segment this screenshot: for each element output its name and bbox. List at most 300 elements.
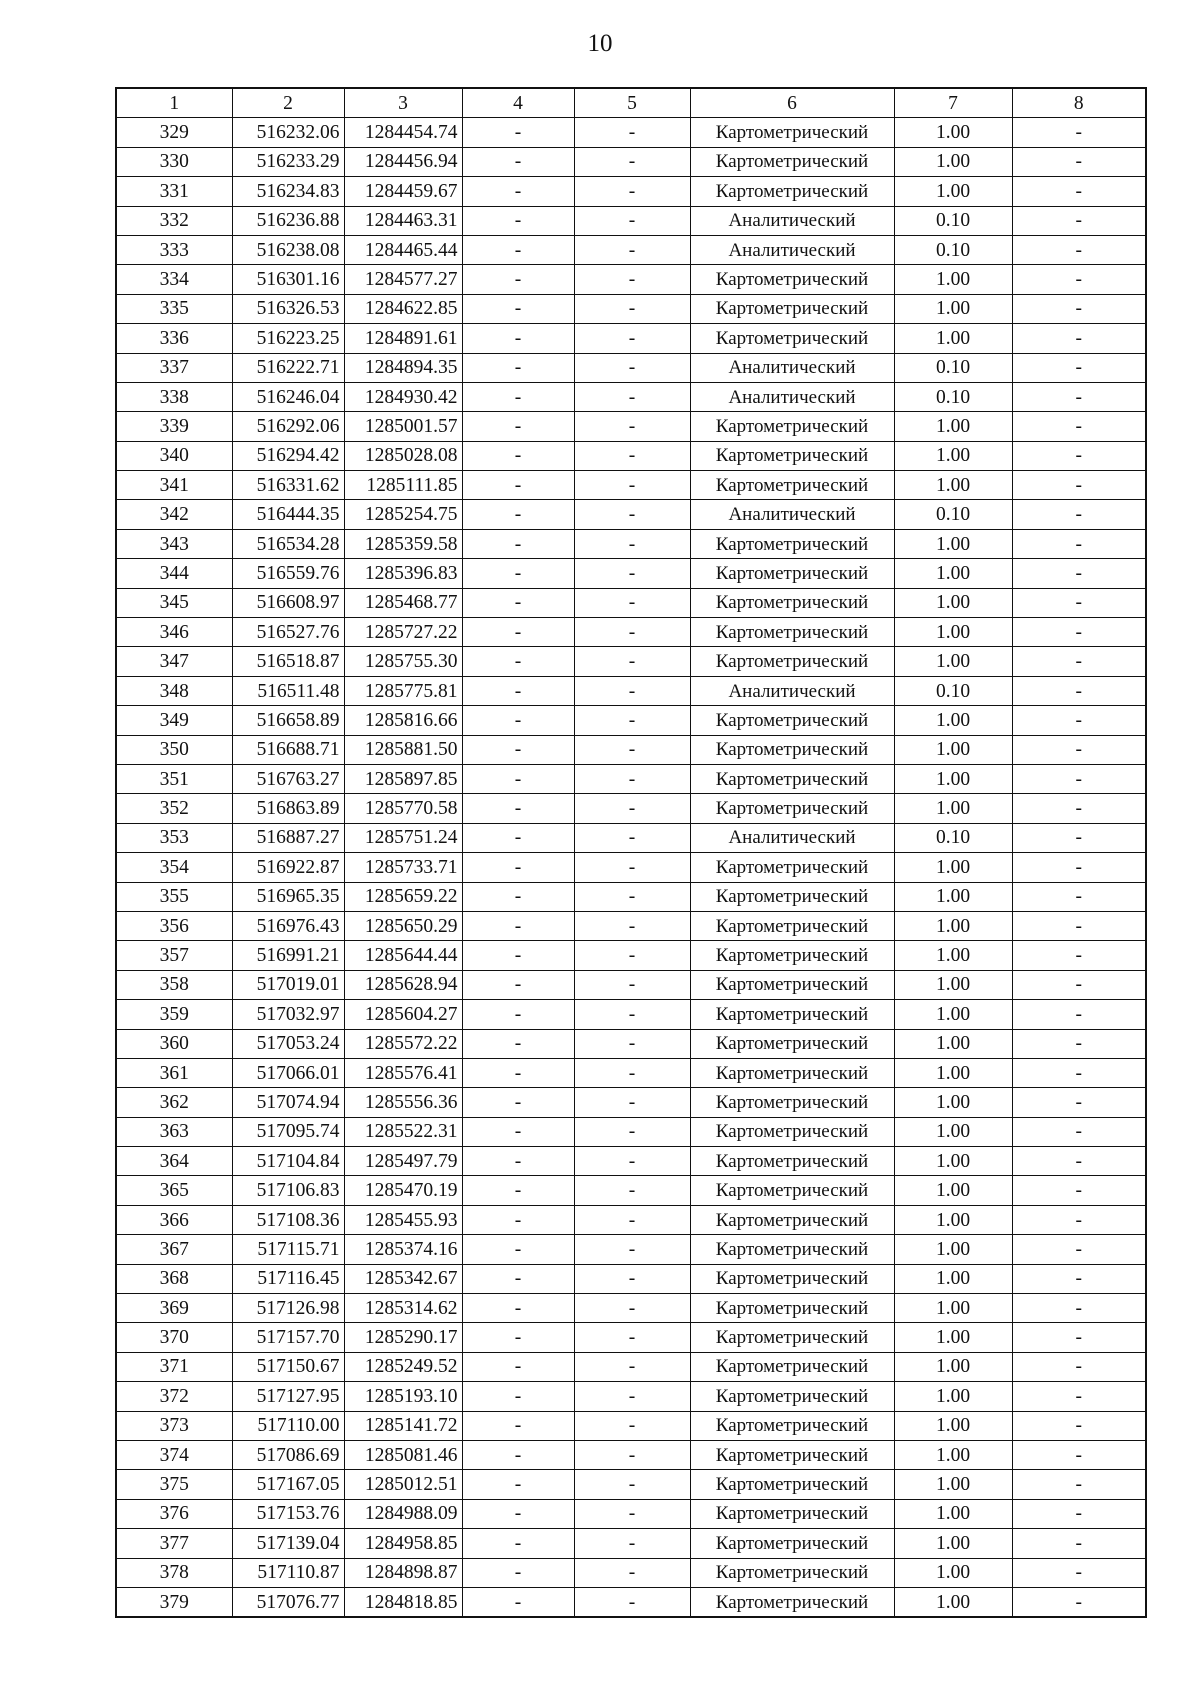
point-number-cell: 333 [116,235,232,264]
col8-cell: - [1012,1176,1146,1205]
col5-cell: - [574,1558,690,1587]
point-number-cell: 358 [116,970,232,999]
col5-cell: - [574,735,690,764]
col8-cell: - [1012,177,1146,206]
col4-cell: - [462,618,574,647]
col8-cell: - [1012,265,1146,294]
col4-cell: - [462,1529,574,1558]
point-number-cell: 343 [116,529,232,558]
col4-cell: - [462,1587,574,1617]
col5-cell: - [574,618,690,647]
x-coordinate-cell: 517066.01 [232,1058,344,1087]
method-cell: Картометрический [690,294,894,323]
point-number-cell: 363 [116,1117,232,1146]
col8-cell: - [1012,1294,1146,1323]
col5-cell: - [574,147,690,176]
accuracy-cell: 1.00 [894,559,1012,588]
col5-cell: - [574,118,690,147]
method-cell: Картометрический [690,1558,894,1587]
column-header-4: 4 [462,88,574,118]
y-coordinate-cell: 1284891.61 [344,324,462,353]
col5-cell: - [574,1088,690,1117]
col5-cell: - [574,529,690,558]
x-coordinate-cell: 517150.67 [232,1352,344,1381]
col5-cell: - [574,1499,690,1528]
accuracy-cell: 1.00 [894,471,1012,500]
accuracy-cell: 1.00 [894,1147,1012,1176]
table-row [116,265,1146,294]
method-cell: Картометрический [690,764,894,793]
x-coordinate-cell: 517110.00 [232,1411,344,1440]
y-coordinate-cell: 1285012.51 [344,1470,462,1499]
col5-cell: - [574,823,690,852]
col5-cell: - [574,353,690,382]
coordinates-table [115,87,1147,1618]
y-coordinate-cell: 1285775.81 [344,676,462,705]
col8-cell: - [1012,471,1146,500]
col4-cell: - [462,1058,574,1087]
point-number-cell: 340 [116,441,232,470]
col5-cell: - [574,1352,690,1381]
col5-cell: - [574,382,690,411]
point-number-cell: 332 [116,206,232,235]
col8-cell: - [1012,1411,1146,1440]
x-coordinate-cell: 516965.35 [232,882,344,911]
column-header-1: 1 [116,88,232,118]
col4-cell: - [462,294,574,323]
point-number-cell: 376 [116,1499,232,1528]
x-coordinate-cell: 517108.36 [232,1205,344,1234]
method-cell: Картометрический [690,1088,894,1117]
method-cell: Картометрический [690,647,894,676]
table-row [116,1352,1146,1381]
x-coordinate-cell: 517053.24 [232,1029,344,1058]
x-coordinate-cell: 516326.53 [232,294,344,323]
col5-cell: - [574,1587,690,1617]
accuracy-cell: 0.10 [894,353,1012,382]
table-row [116,1470,1146,1499]
col4-cell: - [462,147,574,176]
point-number-cell: 370 [116,1323,232,1352]
col4-cell: - [462,353,574,382]
method-cell: Аналитический [690,382,894,411]
col5-cell: - [574,1470,690,1499]
col4-cell: - [462,1470,574,1499]
accuracy-cell: 1.00 [894,1176,1012,1205]
col5-cell: - [574,1147,690,1176]
point-number-cell: 329 [116,118,232,147]
col4-cell: - [462,941,574,970]
y-coordinate-cell: 1284577.27 [344,265,462,294]
method-cell: Картометрический [690,1587,894,1617]
col4-cell: - [462,794,574,823]
table-row [116,177,1146,206]
x-coordinate-cell: 517076.77 [232,1587,344,1617]
method-cell: Картометрический [690,794,894,823]
x-coordinate-cell: 516518.87 [232,647,344,676]
point-number-cell: 336 [116,324,232,353]
col8-cell: - [1012,1029,1146,1058]
method-cell: Аналитический [690,500,894,529]
col8-cell: - [1012,1205,1146,1234]
table-row [116,882,1146,911]
y-coordinate-cell: 1285497.79 [344,1147,462,1176]
col5-cell: - [574,294,690,323]
y-coordinate-cell: 1285755.30 [344,647,462,676]
method-cell: Картометрический [690,882,894,911]
method-cell: Картометрический [690,588,894,617]
col5-cell: - [574,559,690,588]
col4-cell: - [462,1411,574,1440]
point-number-cell: 371 [116,1352,232,1381]
col8-cell: - [1012,1088,1146,1117]
y-coordinate-cell: 1285650.29 [344,911,462,940]
table-row [116,970,1146,999]
method-cell: Картометрический [690,177,894,206]
x-coordinate-cell: 516511.48 [232,676,344,705]
accuracy-cell: 1.00 [894,911,1012,940]
col8-cell: - [1012,706,1146,735]
accuracy-cell: 1.00 [894,1352,1012,1381]
table-row [116,1176,1146,1205]
col4-cell: - [462,1176,574,1205]
accuracy-cell: 1.00 [894,618,1012,647]
col5-cell: - [574,1205,690,1234]
x-coordinate-cell: 517139.04 [232,1529,344,1558]
y-coordinate-cell: 1285028.08 [344,441,462,470]
table-row [116,235,1146,264]
point-number-cell: 331 [116,177,232,206]
table-row [116,1499,1146,1528]
method-cell: Картометрический [690,412,894,441]
col4-cell: - [462,1235,574,1264]
col8-cell: - [1012,500,1146,529]
col4-cell: - [462,1264,574,1293]
col4-cell: - [462,206,574,235]
table-row [116,1440,1146,1469]
y-coordinate-cell: 1284988.09 [344,1499,462,1528]
point-number-cell: 379 [116,1587,232,1617]
x-coordinate-cell: 516527.76 [232,618,344,647]
col4-cell: - [462,1088,574,1117]
method-cell: Картометрический [690,1029,894,1058]
col8-cell: - [1012,1587,1146,1617]
col8-cell: - [1012,1000,1146,1029]
col5-cell: - [574,1529,690,1558]
table-header [116,88,1146,118]
x-coordinate-cell: 516233.29 [232,147,344,176]
col5-cell: - [574,853,690,882]
col8-cell: - [1012,1499,1146,1528]
x-coordinate-cell: 516863.89 [232,794,344,823]
y-coordinate-cell: 1285733.71 [344,853,462,882]
x-coordinate-cell: 516292.06 [232,412,344,441]
col8-cell: - [1012,823,1146,852]
table-row [116,529,1146,558]
accuracy-cell: 1.00 [894,1587,1012,1617]
x-coordinate-cell: 517095.74 [232,1117,344,1146]
table-row [116,118,1146,147]
method-cell: Картометрический [690,1440,894,1469]
col5-cell: - [574,206,690,235]
x-coordinate-cell: 516763.27 [232,764,344,793]
point-number-cell: 335 [116,294,232,323]
x-coordinate-cell: 516232.06 [232,118,344,147]
table-row [116,500,1146,529]
col4-cell: - [462,1117,574,1146]
col5-cell: - [574,1029,690,1058]
point-number-cell: 375 [116,1470,232,1499]
col8-cell: - [1012,147,1146,176]
y-coordinate-cell: 1285644.44 [344,941,462,970]
accuracy-cell: 1.00 [894,147,1012,176]
point-number-cell: 361 [116,1058,232,1087]
x-coordinate-cell: 517074.94 [232,1088,344,1117]
table-row [116,1558,1146,1587]
column-header-3: 3 [344,88,462,118]
col8-cell: - [1012,1382,1146,1411]
table-row [116,324,1146,353]
col8-cell: - [1012,1529,1146,1558]
method-cell: Картометрический [690,147,894,176]
method-cell: Картометрический [690,324,894,353]
col8-cell: - [1012,882,1146,911]
point-number-cell: 357 [116,941,232,970]
point-number-cell: 368 [116,1264,232,1293]
y-coordinate-cell: 1285455.93 [344,1205,462,1234]
y-coordinate-cell: 1285556.36 [344,1088,462,1117]
table-row [116,1235,1146,1264]
col4-cell: - [462,1499,574,1528]
table-row [116,1029,1146,1058]
y-coordinate-cell: 1284622.85 [344,294,462,323]
method-cell: Картометрический [690,853,894,882]
point-number-cell: 365 [116,1176,232,1205]
point-number-cell: 348 [116,676,232,705]
col4-cell: - [462,970,574,999]
point-number-cell: 347 [116,647,232,676]
point-number-cell: 366 [116,1205,232,1234]
table-row [116,676,1146,705]
x-coordinate-cell: 517115.71 [232,1235,344,1264]
table-row [116,647,1146,676]
x-coordinate-cell: 516688.71 [232,735,344,764]
point-number-cell: 351 [116,764,232,793]
accuracy-cell: 1.00 [894,1294,1012,1323]
col4-cell: - [462,529,574,558]
col8-cell: - [1012,118,1146,147]
col8-cell: - [1012,941,1146,970]
col5-cell: - [574,1411,690,1440]
table-row [116,1587,1146,1617]
y-coordinate-cell: 1285342.67 [344,1264,462,1293]
col4-cell: - [462,764,574,793]
y-coordinate-cell: 1285751.24 [344,823,462,852]
table-row [116,1147,1146,1176]
x-coordinate-cell: 517167.05 [232,1470,344,1499]
y-coordinate-cell: 1285290.17 [344,1323,462,1352]
x-coordinate-cell: 516234.83 [232,177,344,206]
col5-cell: - [574,177,690,206]
x-coordinate-cell: 516608.97 [232,588,344,617]
table-row [116,206,1146,235]
point-number-cell: 334 [116,265,232,294]
y-coordinate-cell: 1284958.85 [344,1529,462,1558]
y-coordinate-cell: 1285881.50 [344,735,462,764]
table-row [116,353,1146,382]
accuracy-cell: 1.00 [894,441,1012,470]
table-row [116,1382,1146,1411]
col4-cell: - [462,1205,574,1234]
accuracy-cell: 1.00 [894,118,1012,147]
point-number-cell: 372 [116,1382,232,1411]
point-number-cell: 350 [116,735,232,764]
x-coordinate-cell: 516922.87 [232,853,344,882]
point-number-cell: 346 [116,618,232,647]
accuracy-cell: 1.00 [894,1470,1012,1499]
col8-cell: - [1012,1235,1146,1264]
point-number-cell: 352 [116,794,232,823]
y-coordinate-cell: 1285314.62 [344,1294,462,1323]
col5-cell: - [574,882,690,911]
col8-cell: - [1012,1117,1146,1146]
table-row [116,1294,1146,1323]
table-row [116,441,1146,470]
accuracy-cell: 1.00 [894,1235,1012,1264]
y-coordinate-cell: 1285193.10 [344,1382,462,1411]
col8-cell: - [1012,441,1146,470]
page-number: 10 [587,30,613,57]
col5-cell: - [574,324,690,353]
y-coordinate-cell: 1285141.72 [344,1411,462,1440]
x-coordinate-cell: 517126.98 [232,1294,344,1323]
col8-cell: - [1012,588,1146,617]
col5-cell: - [574,764,690,793]
col5-cell: - [574,647,690,676]
accuracy-cell: 1.00 [894,1440,1012,1469]
col8-cell: - [1012,735,1146,764]
x-coordinate-cell: 516294.42 [232,441,344,470]
method-cell: Картометрический [690,941,894,970]
y-coordinate-cell: 1284930.42 [344,382,462,411]
point-number-cell: 369 [116,1294,232,1323]
col4-cell: - [462,441,574,470]
col8-cell: - [1012,324,1146,353]
accuracy-cell: 1.00 [894,1117,1012,1146]
accuracy-cell: 1.00 [894,1529,1012,1558]
accuracy-cell: 1.00 [894,794,1012,823]
col8-cell: - [1012,1352,1146,1381]
y-coordinate-cell: 1284456.94 [344,147,462,176]
point-number-cell: 364 [116,1147,232,1176]
table-row [116,147,1146,176]
col8-cell: - [1012,647,1146,676]
y-coordinate-cell: 1285816.66 [344,706,462,735]
point-number-cell: 374 [116,1440,232,1469]
y-coordinate-cell: 1284459.67 [344,177,462,206]
col8-cell: - [1012,1147,1146,1176]
method-cell: Картометрический [690,1411,894,1440]
accuracy-cell: 1.00 [894,647,1012,676]
table-row [116,471,1146,500]
x-coordinate-cell: 517104.84 [232,1147,344,1176]
table-row [116,764,1146,793]
x-coordinate-cell: 516976.43 [232,911,344,940]
point-number-cell: 378 [116,1558,232,1587]
col4-cell: - [462,118,574,147]
accuracy-cell: 0.10 [894,676,1012,705]
method-cell: Картометрический [690,1323,894,1352]
col4-cell: - [462,706,574,735]
col4-cell: - [462,1352,574,1381]
x-coordinate-cell: 516236.88 [232,206,344,235]
accuracy-cell: 1.00 [894,588,1012,617]
method-cell: Картометрический [690,1147,894,1176]
col8-cell: - [1012,618,1146,647]
method-cell: Картометрический [690,529,894,558]
accuracy-cell: 1.00 [894,764,1012,793]
col5-cell: - [574,941,690,970]
y-coordinate-cell: 1285359.58 [344,529,462,558]
point-number-cell: 345 [116,588,232,617]
col8-cell: - [1012,235,1146,264]
y-coordinate-cell: 1285470.19 [344,1176,462,1205]
col5-cell: - [574,706,690,735]
table-body [116,118,1146,1617]
col5-cell: - [574,1235,690,1264]
y-coordinate-cell: 1285111.85 [344,471,462,500]
x-coordinate-cell: 517157.70 [232,1323,344,1352]
table-row [116,412,1146,441]
col5-cell: - [574,1264,690,1293]
y-coordinate-cell: 1285468.77 [344,588,462,617]
accuracy-cell: 1.00 [894,1382,1012,1411]
col4-cell: - [462,1000,574,1029]
table-row [116,853,1146,882]
col5-cell: - [574,441,690,470]
col4-cell: - [462,1294,574,1323]
table-row [116,382,1146,411]
column-header-2: 2 [232,88,344,118]
accuracy-cell: 0.10 [894,235,1012,264]
x-coordinate-cell: 517153.76 [232,1499,344,1528]
table-row [116,1088,1146,1117]
x-coordinate-cell: 516658.89 [232,706,344,735]
table-row [116,1205,1146,1234]
col8-cell: - [1012,294,1146,323]
x-coordinate-cell: 516887.27 [232,823,344,852]
col4-cell: - [462,676,574,705]
table-row [116,1529,1146,1558]
accuracy-cell: 1.00 [894,706,1012,735]
column-header-5: 5 [574,88,690,118]
table-row [116,294,1146,323]
col4-cell: - [462,853,574,882]
point-number-cell: 367 [116,1235,232,1264]
accuracy-cell: 1.00 [894,1411,1012,1440]
table-row [116,588,1146,617]
accuracy-cell: 1.00 [894,1029,1012,1058]
method-cell: Картометрический [690,1352,894,1381]
accuracy-cell: 0.10 [894,823,1012,852]
point-number-cell: 337 [116,353,232,382]
y-coordinate-cell: 1284818.85 [344,1587,462,1617]
method-cell: Картометрический [690,441,894,470]
col4-cell: - [462,500,574,529]
method-cell: Картометрический [690,1294,894,1323]
y-coordinate-cell: 1285628.94 [344,970,462,999]
table-row [116,1323,1146,1352]
